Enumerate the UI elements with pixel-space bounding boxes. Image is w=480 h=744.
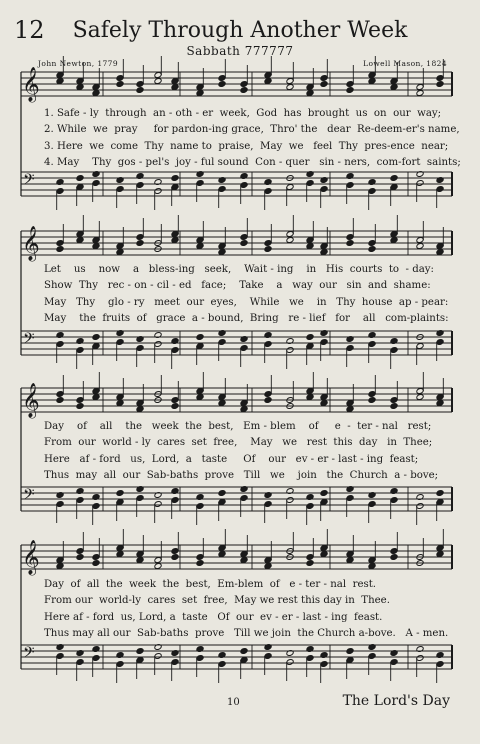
lyric-line: 3. Here we come Thy name to praise, May we feel Thy pres-ence near; xyxy=(44,140,449,152)
note-head xyxy=(416,343,424,350)
note-head xyxy=(218,499,226,506)
note-head xyxy=(390,84,398,91)
note-head xyxy=(368,72,376,79)
lyric-line: 1. Safe - ly through an - oth - er week, God has brought us on our way; xyxy=(44,108,442,119)
lyric-line: From our world - ly cares set free, May we rest this day in Thee; xyxy=(44,437,433,449)
note-head xyxy=(240,557,248,564)
note-head xyxy=(136,648,144,655)
note-head xyxy=(390,554,398,561)
note-head xyxy=(306,503,314,510)
note-head xyxy=(240,551,248,558)
note-head xyxy=(240,495,248,502)
note-head xyxy=(171,554,179,561)
note-head xyxy=(76,403,84,410)
note-head xyxy=(264,341,272,348)
note-head xyxy=(136,87,144,94)
note-head xyxy=(436,551,444,558)
note-head xyxy=(136,182,144,189)
note-head xyxy=(436,339,444,346)
note-head xyxy=(76,397,84,404)
note-head xyxy=(196,554,204,561)
note-head xyxy=(116,186,124,193)
note-head xyxy=(196,503,204,510)
note-head xyxy=(116,75,124,82)
note-head xyxy=(218,249,226,256)
bass-clef-icon: 𝄢 xyxy=(23,330,35,351)
note-head xyxy=(368,557,376,564)
note-head xyxy=(116,243,124,250)
lyric-line: Day of all the week the best, Em-blem of e - ter - nal rest. xyxy=(44,579,377,590)
note-head xyxy=(116,545,124,552)
note-head xyxy=(346,657,354,664)
note-head xyxy=(286,347,294,354)
note-head xyxy=(56,501,64,508)
bass-clef-icon: 𝄢 xyxy=(23,644,35,665)
note-head xyxy=(264,246,272,253)
note-head xyxy=(218,661,226,668)
note-head xyxy=(76,84,84,91)
note-head xyxy=(240,648,248,655)
note-head xyxy=(306,655,314,662)
note-head xyxy=(390,237,398,244)
note-head xyxy=(436,81,444,88)
note-head xyxy=(218,186,226,193)
lyric-line: Thus may all our Sab-baths prove Till we join the Church a - bove; xyxy=(44,469,439,481)
note-head xyxy=(92,388,100,395)
note-head xyxy=(320,490,328,497)
note-head xyxy=(306,334,314,341)
note-head xyxy=(264,391,272,398)
note-head xyxy=(136,81,144,88)
note-head xyxy=(196,237,204,244)
note-head xyxy=(171,403,179,410)
note-head xyxy=(92,90,100,97)
note-head xyxy=(171,84,179,91)
note-head xyxy=(218,75,226,82)
note-head xyxy=(320,551,328,558)
note-head xyxy=(92,343,100,350)
note-head xyxy=(286,231,294,238)
lyric-line: 2. While we pray for pardon-ing grace, Thro' the dear Re-deem-er's name, xyxy=(44,124,460,136)
note-head xyxy=(368,397,376,404)
note-head xyxy=(154,563,162,570)
note-head xyxy=(286,237,294,244)
note-head xyxy=(320,394,328,401)
note-head xyxy=(92,334,100,341)
note-head xyxy=(368,246,376,253)
note-head xyxy=(171,397,179,404)
note-head xyxy=(171,347,179,354)
note-head xyxy=(92,560,100,567)
note-head xyxy=(154,78,162,85)
note-head xyxy=(171,231,179,238)
hymn-title: Safely Through Another Week xyxy=(72,18,408,43)
note-head xyxy=(240,400,248,407)
note-head xyxy=(92,180,100,187)
note-head xyxy=(320,81,328,88)
note-head xyxy=(390,347,398,354)
note-head xyxy=(346,551,354,558)
note-head xyxy=(218,339,226,346)
note-head xyxy=(136,551,144,558)
note-head xyxy=(264,563,272,570)
note-head xyxy=(390,78,398,85)
note-head xyxy=(286,497,294,504)
lyric-line: May Thy glo - ry meet our eyes, While we in Thy house ap - pear: xyxy=(44,296,449,308)
note-head xyxy=(92,237,100,244)
note-head xyxy=(436,394,444,401)
note-head xyxy=(116,499,124,506)
note-head xyxy=(56,240,64,247)
note-head xyxy=(416,90,424,97)
note-head xyxy=(76,347,84,354)
note-head xyxy=(154,557,162,564)
note-head xyxy=(116,661,124,668)
lyric-line: Thus may all our Sab-baths prove Till we join the Church a-bove. A - men. xyxy=(44,627,449,639)
note-head xyxy=(320,661,328,668)
note-head xyxy=(56,72,64,79)
note-head xyxy=(320,499,328,506)
note-head xyxy=(320,339,328,346)
note-head xyxy=(56,341,64,348)
note-head xyxy=(264,78,272,85)
note-head xyxy=(240,345,248,352)
note-head xyxy=(240,406,248,413)
note-head xyxy=(56,188,64,195)
note-head xyxy=(368,501,376,508)
note-head xyxy=(154,501,162,508)
note-head xyxy=(196,560,204,567)
note-head xyxy=(136,400,144,407)
note-head xyxy=(368,391,376,398)
lyric-line: From our world-ly cares set free, May we rest this day in Thee. xyxy=(44,595,390,607)
note-head xyxy=(76,554,84,561)
note-head xyxy=(116,490,124,497)
lyric-line: Show Thy rec - on - cil - ed face; Take a way our sin and shame: xyxy=(44,280,431,292)
lyric-line: Here af - ford us, Lord, a taste Of our ev - er - last - ing feast; xyxy=(44,453,419,465)
section-title: The Lord's Day xyxy=(342,693,450,709)
treble-clef-icon: 𝄞 xyxy=(22,67,40,102)
hymn-number: 12 xyxy=(14,16,45,44)
note-head xyxy=(320,400,328,407)
note-head xyxy=(196,334,204,341)
note-head xyxy=(436,249,444,256)
note-head xyxy=(196,655,204,662)
note-head xyxy=(76,184,84,191)
note-head xyxy=(390,397,398,404)
note-head xyxy=(116,81,124,88)
note-head xyxy=(116,249,124,256)
note-head xyxy=(416,655,424,662)
note-head xyxy=(416,394,424,401)
author-credit: John Newton, 1779 xyxy=(38,59,119,68)
treble-clef-icon: 𝄞 xyxy=(22,383,40,418)
note-head xyxy=(346,87,354,94)
note-head xyxy=(136,557,144,564)
note-head xyxy=(76,78,84,85)
note-head xyxy=(76,175,84,182)
note-head xyxy=(416,503,424,510)
lyric-line: Let us now a bless-ing seek, Wait - ing in His courts to - day: xyxy=(44,264,434,275)
note-head xyxy=(368,188,376,195)
note-head xyxy=(76,237,84,244)
note-head xyxy=(320,249,328,256)
note-head xyxy=(56,78,64,85)
note-head xyxy=(116,400,124,407)
note-head xyxy=(76,659,84,666)
note-head xyxy=(171,548,179,555)
lyric-line: 4. May Thy gos - pel's joy - ful sound Con - quer sin - ners, com-fort saints; xyxy=(44,156,461,168)
note-head xyxy=(56,563,64,570)
note-head xyxy=(306,84,314,91)
note-head xyxy=(218,394,226,401)
note-head xyxy=(264,653,272,660)
note-head xyxy=(416,243,424,250)
note-head xyxy=(171,184,179,191)
note-head xyxy=(240,234,248,241)
note-head xyxy=(264,240,272,247)
note-head xyxy=(390,184,398,191)
note-head xyxy=(416,84,424,91)
note-head xyxy=(368,78,376,85)
note-head xyxy=(92,554,100,561)
note-head xyxy=(171,78,179,85)
note-head xyxy=(76,497,84,504)
note-head xyxy=(390,175,398,182)
lyric-line: Day of all the week the best, Em - blem of e - ter - nal rest; xyxy=(44,421,432,432)
note-head xyxy=(320,243,328,250)
bass-clef-icon: 𝄢 xyxy=(23,486,35,507)
note-head xyxy=(171,497,179,504)
note-head xyxy=(171,175,179,182)
note-head xyxy=(286,184,294,191)
note-head xyxy=(436,400,444,407)
note-head xyxy=(286,84,294,91)
note-head xyxy=(436,661,444,668)
note-head xyxy=(92,84,100,91)
note-head xyxy=(136,345,144,352)
note-head xyxy=(436,186,444,193)
note-head xyxy=(196,90,204,97)
note-head xyxy=(218,551,226,558)
note-head xyxy=(390,231,398,238)
note-head xyxy=(390,403,398,410)
treble-clef-icon: 𝄞 xyxy=(22,540,40,575)
note-head xyxy=(56,391,64,398)
tune-name: Sabbath 777777 xyxy=(186,44,294,58)
note-head xyxy=(154,188,162,195)
note-head xyxy=(196,84,204,91)
note-head xyxy=(240,87,248,94)
note-head xyxy=(346,182,354,189)
note-head xyxy=(240,240,248,247)
note-head xyxy=(136,240,144,247)
note-head xyxy=(56,397,64,404)
page-number: 10 xyxy=(227,697,240,708)
note-head xyxy=(306,180,314,187)
note-head xyxy=(264,501,272,508)
note-head xyxy=(76,548,84,555)
composer-credit: Lowell Mason, 1824 xyxy=(363,59,447,68)
note-head xyxy=(154,653,162,660)
note-head xyxy=(196,343,204,350)
note-head xyxy=(56,557,64,564)
note-head xyxy=(306,237,314,244)
note-head xyxy=(76,231,84,238)
note-head xyxy=(92,503,100,510)
note-head xyxy=(306,554,314,561)
note-head xyxy=(416,237,424,244)
note-head xyxy=(264,397,272,404)
note-head xyxy=(286,659,294,666)
note-head xyxy=(136,406,144,413)
note-head xyxy=(171,237,179,244)
note-head xyxy=(136,495,144,502)
note-head xyxy=(218,400,226,407)
treble-clef-icon: 𝄞 xyxy=(22,226,40,261)
note-head xyxy=(368,341,376,348)
note-head xyxy=(196,388,204,395)
note-head xyxy=(436,75,444,82)
note-head xyxy=(171,659,179,666)
note-head xyxy=(346,400,354,407)
note-head xyxy=(320,545,328,552)
note-head xyxy=(320,75,328,82)
note-head xyxy=(196,180,204,187)
note-head xyxy=(306,243,314,250)
lyric-line: Here af - ford us, Lord, a taste Of our ev - er - last - ing feast. xyxy=(44,611,383,623)
note-head xyxy=(436,545,444,552)
note-head xyxy=(368,653,376,660)
note-head xyxy=(136,657,144,664)
note-head xyxy=(436,499,444,506)
note-head xyxy=(92,394,100,401)
note-head xyxy=(264,72,272,79)
note-head xyxy=(390,659,398,666)
note-head xyxy=(154,72,162,79)
note-head xyxy=(416,388,424,395)
note-head xyxy=(346,557,354,564)
note-head xyxy=(240,657,248,664)
note-head xyxy=(306,90,314,97)
note-head xyxy=(92,655,100,662)
note-head xyxy=(92,243,100,250)
note-head xyxy=(264,557,272,564)
note-head xyxy=(286,78,294,85)
note-head xyxy=(136,234,144,241)
note-head xyxy=(56,246,64,253)
note-head xyxy=(346,495,354,502)
note-head xyxy=(346,234,354,241)
note-head xyxy=(218,545,226,552)
note-head xyxy=(218,81,226,88)
note-head xyxy=(320,186,328,193)
note-head xyxy=(390,548,398,555)
note-head xyxy=(436,490,444,497)
note-head xyxy=(390,497,398,504)
note-head xyxy=(240,182,248,189)
note-head xyxy=(436,243,444,250)
lyric-line: May the fruits of grace a - bound, Bring re - lief for all com-plaints: xyxy=(44,312,449,324)
note-head xyxy=(346,240,354,247)
bass-clef-icon: 𝄢 xyxy=(23,171,35,192)
note-head xyxy=(116,394,124,401)
note-head xyxy=(264,188,272,195)
note-head xyxy=(346,81,354,88)
note-head xyxy=(346,648,354,655)
note-head xyxy=(368,240,376,247)
note-head xyxy=(196,243,204,250)
note-head xyxy=(306,343,314,350)
note-head xyxy=(306,394,314,401)
note-head xyxy=(218,243,226,250)
note-head xyxy=(346,345,354,352)
note-head xyxy=(416,180,424,187)
note-head xyxy=(154,341,162,348)
note-head xyxy=(218,490,226,497)
note-head xyxy=(306,560,314,567)
note-head xyxy=(116,339,124,346)
note-head xyxy=(368,563,376,570)
note-head xyxy=(346,406,354,413)
note-head xyxy=(306,388,314,395)
note-head xyxy=(240,81,248,88)
note-head xyxy=(196,394,204,401)
note-head xyxy=(116,551,124,558)
note-head xyxy=(56,653,64,660)
